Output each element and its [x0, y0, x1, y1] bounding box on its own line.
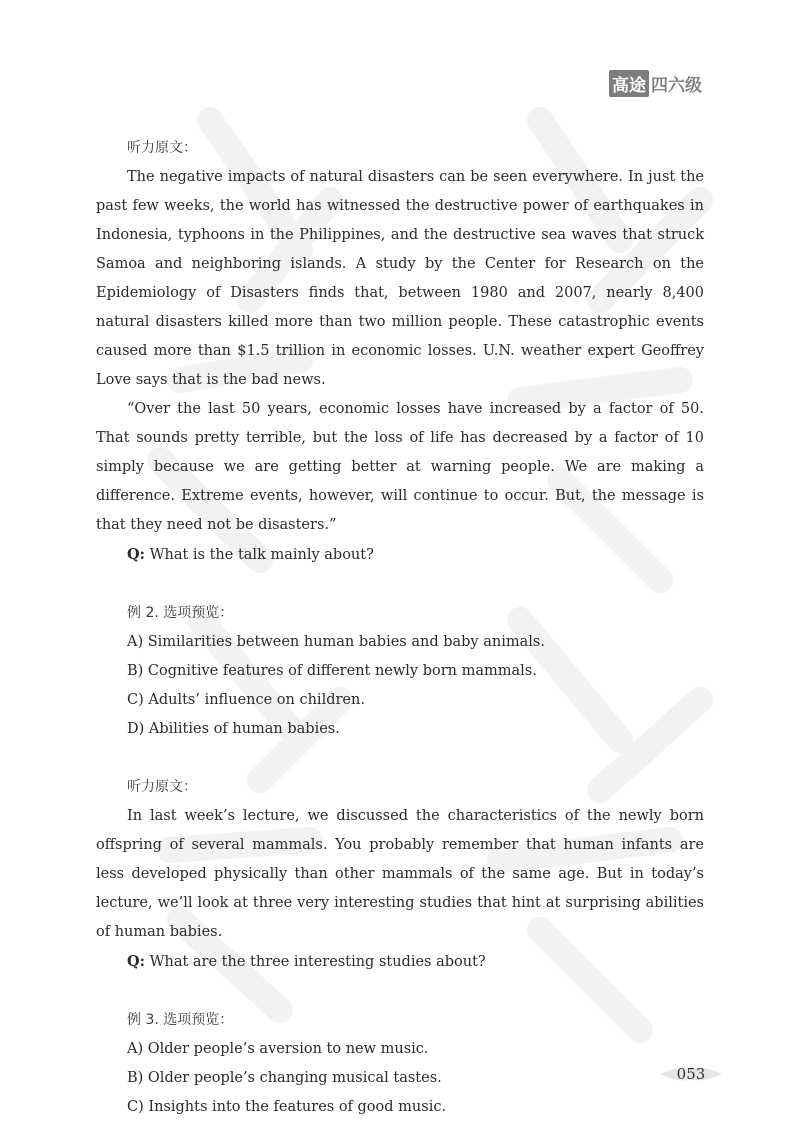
transcript-paragraph: The negative impacts of natural disasters can be seen everywhere. In just the past few weeks, the world has witnessed the destructive power of earthquakes in Indonesia, typhoons in the Philippines, and the destructive sea waves that struck Samoa and neighboring islands. A study by the Center for Research on the Epidemiology of Disasters finds that, between 1980 and 2007, nearly 8,400 natural disasters killed more than two million people. These catastrophic events caused more than $1.5 trillion in economic losses. U.N. weather expert Geoffrey Love says that is the bad news.: [96, 169, 704, 388]
brand-logo: [609, 70, 702, 97]
question-text: What is the talk mainly about?: [144, 547, 374, 563]
option-item: C) Insights into the features of good music.: [127, 1099, 447, 1115]
option-item: A) Similarities between human babies and baby animals.: [127, 634, 545, 650]
question-text: What are the three interesting studies about?: [144, 954, 486, 970]
page-number-text: 053: [676, 1065, 706, 1083]
option-item: B) Cognitive features of different newly born mammals.: [127, 663, 537, 679]
question-2: [96, 947, 704, 977]
page-number: [660, 1064, 722, 1084]
transcript-paragraph: In last week’s lecture, we discussed the characteristics of the newly born offspring of several mammals. You probably remember that human infants are less developed physically than other mammals of the same age. But in today’s lecture, we’ll look at three very interesting studies that hint at surprising abilities of human babies.: [96, 808, 704, 940]
option-item: B) Older people’s changing musical tastes.: [127, 1070, 442, 1086]
section-heading-example-3: 例 3. 选项预览：: [127, 1012, 234, 1028]
section-heading-transcript-1: 听力原文：: [127, 140, 197, 156]
option-item: A) Older people’s aversion to new music.: [127, 1041, 429, 1057]
brand-logo-part1: 高途: [609, 70, 649, 97]
option-item: C) Adults’ influence on children.: [127, 692, 365, 708]
option-item: D) Abilities of human babies.: [127, 721, 340, 737]
question-label: Q:: [127, 953, 145, 970]
section-heading-example-2: 例 2. 选项预览：: [127, 605, 234, 621]
transcript-paragraph: “Over the last 50 years, economic losses have increased by a factor of 50. That sounds pretty terrible, but the loss of life has decreased by a factor of 10 simply because we are getting better at warning people. We are making a difference. Extreme events, however, will continue to occur. But, the message is that they need not be disasters.”: [96, 401, 704, 533]
question-label: Q:: [127, 546, 145, 563]
brand-logo-part2: 四六级: [651, 76, 702, 96]
section-heading-transcript-2: 听力原文：: [127, 779, 197, 795]
page-content: [96, 134, 704, 1122]
question-1: [96, 540, 704, 570]
